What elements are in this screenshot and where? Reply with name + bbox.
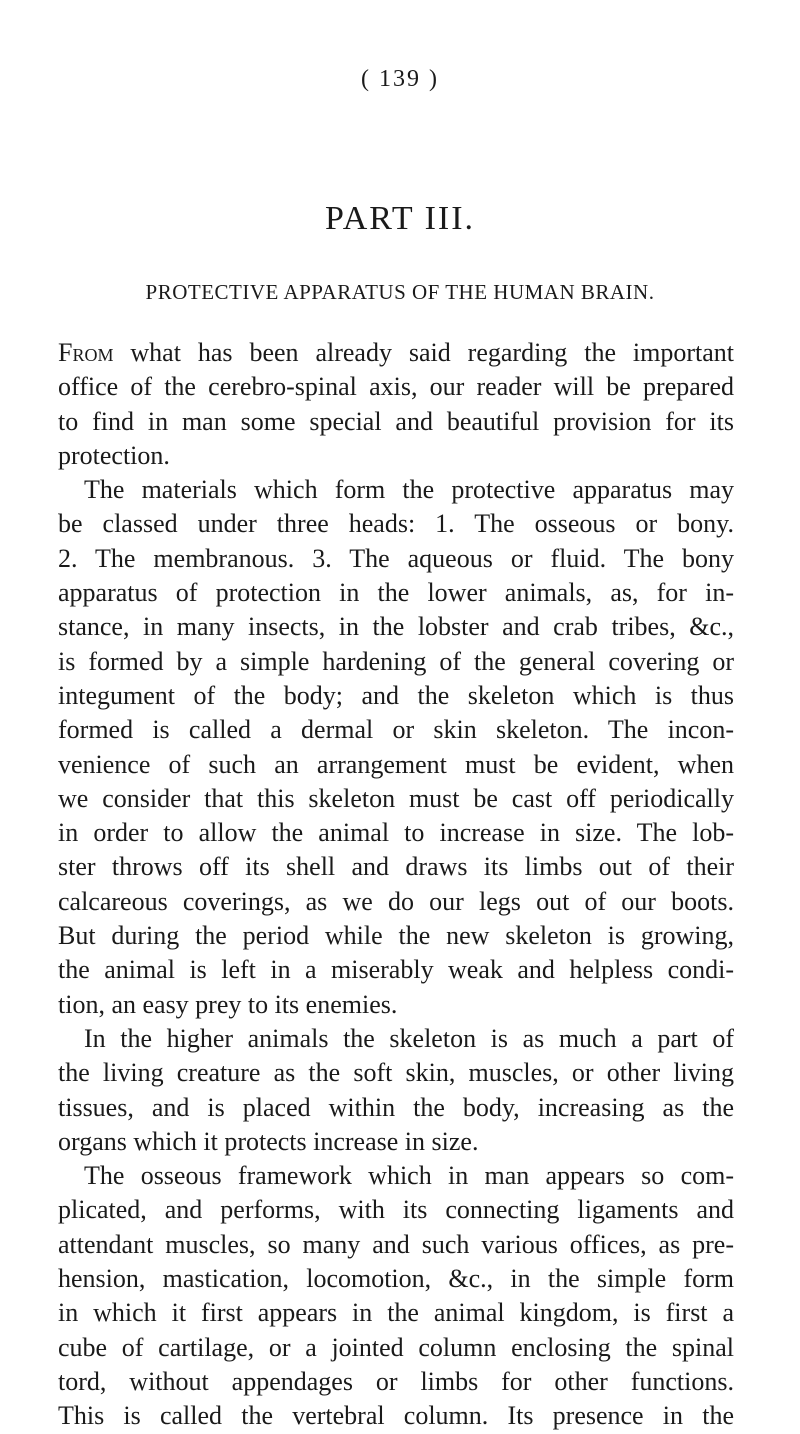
text-line: But during the period while the new skeleton is growing, xyxy=(58,921,734,951)
text-line: plicated, and performs, with its connecting ligaments and xyxy=(58,1195,734,1225)
text-line: The osseous framework which in man appears so com- xyxy=(84,1161,734,1191)
text-line: the living creature as the soft skin, muscles, or other living xyxy=(58,1058,734,1088)
text-line: From what has been already said regarding the important xyxy=(58,338,734,367)
text-line: integument of the body; and the skeleton which is thus xyxy=(58,680,734,710)
text-line: The materials which form the protective apparatus may xyxy=(84,475,734,505)
text-line: 2. The membranous. 3. The aqueous or fluid. The bony xyxy=(58,543,734,573)
text-line: in order to allow the animal to increase in size. The lob- xyxy=(58,818,734,848)
text-line: be classed under three heads: 1. The osseous or bony. xyxy=(58,509,734,539)
text-line: tord, without appendages or limbs for other functions. xyxy=(58,1366,734,1396)
text-line: stance, in many insects, in the lobster and crab tribes, &c., xyxy=(58,612,734,642)
text-line: tissues, and is placed within the body, increasing as the xyxy=(58,1092,734,1122)
text-line: in which it first appears in the animal kingdom, is first a xyxy=(58,1298,734,1328)
text-line: In the higher animals the skeleton is as much a part of xyxy=(84,1023,734,1053)
text-line: apparatus of protection in the lower animals, as, for in- xyxy=(58,578,734,608)
text-line: attendant muscles, so many and such various offices, as pre- xyxy=(58,1229,734,1259)
body-text xyxy=(58,336,734,1434)
text-line: cube of cartilage, or a jointed column enclosing the spinal xyxy=(58,1332,734,1362)
text-line: office of the cerebro-spinal axis, our reader will be prepared xyxy=(58,372,734,402)
text-line: we consider that this skeleton must be cast off periodically xyxy=(58,783,734,813)
text-line: calcareous coverings, as we do our legs out of our boots. xyxy=(58,886,734,916)
text-line: the animal is left in a miserably weak and helpless condi- xyxy=(58,955,734,985)
part-title: PART III. xyxy=(324,200,476,237)
page-number: ( 139 ) xyxy=(361,66,439,92)
text-line: organs which it protects increase in size. xyxy=(58,1126,479,1156)
text-line: to find in man some special and beautiful provision for its xyxy=(58,406,734,436)
text-line: protection. xyxy=(58,440,170,470)
section-title: PROTECTIVE APPARATUS OF THE HUMAN BRAIN. xyxy=(145,280,655,304)
text-line: hension, mastication, locomotion, &c., in the simple form xyxy=(58,1264,734,1294)
text-line: venience of such an arrangement must be evident, when xyxy=(58,749,734,779)
text-line: ster throws off its shell and draws its limbs out of their xyxy=(58,852,734,882)
text-line: tion, an easy prey to its enemies. xyxy=(58,989,398,1019)
text-line: is formed by a simple hardening of the general covering or xyxy=(58,646,734,676)
text-line: formed is called a dermal or skin skeleton. The incon- xyxy=(58,715,734,745)
text-line: This is called the vertebral column. Its presence in the xyxy=(58,1401,734,1431)
